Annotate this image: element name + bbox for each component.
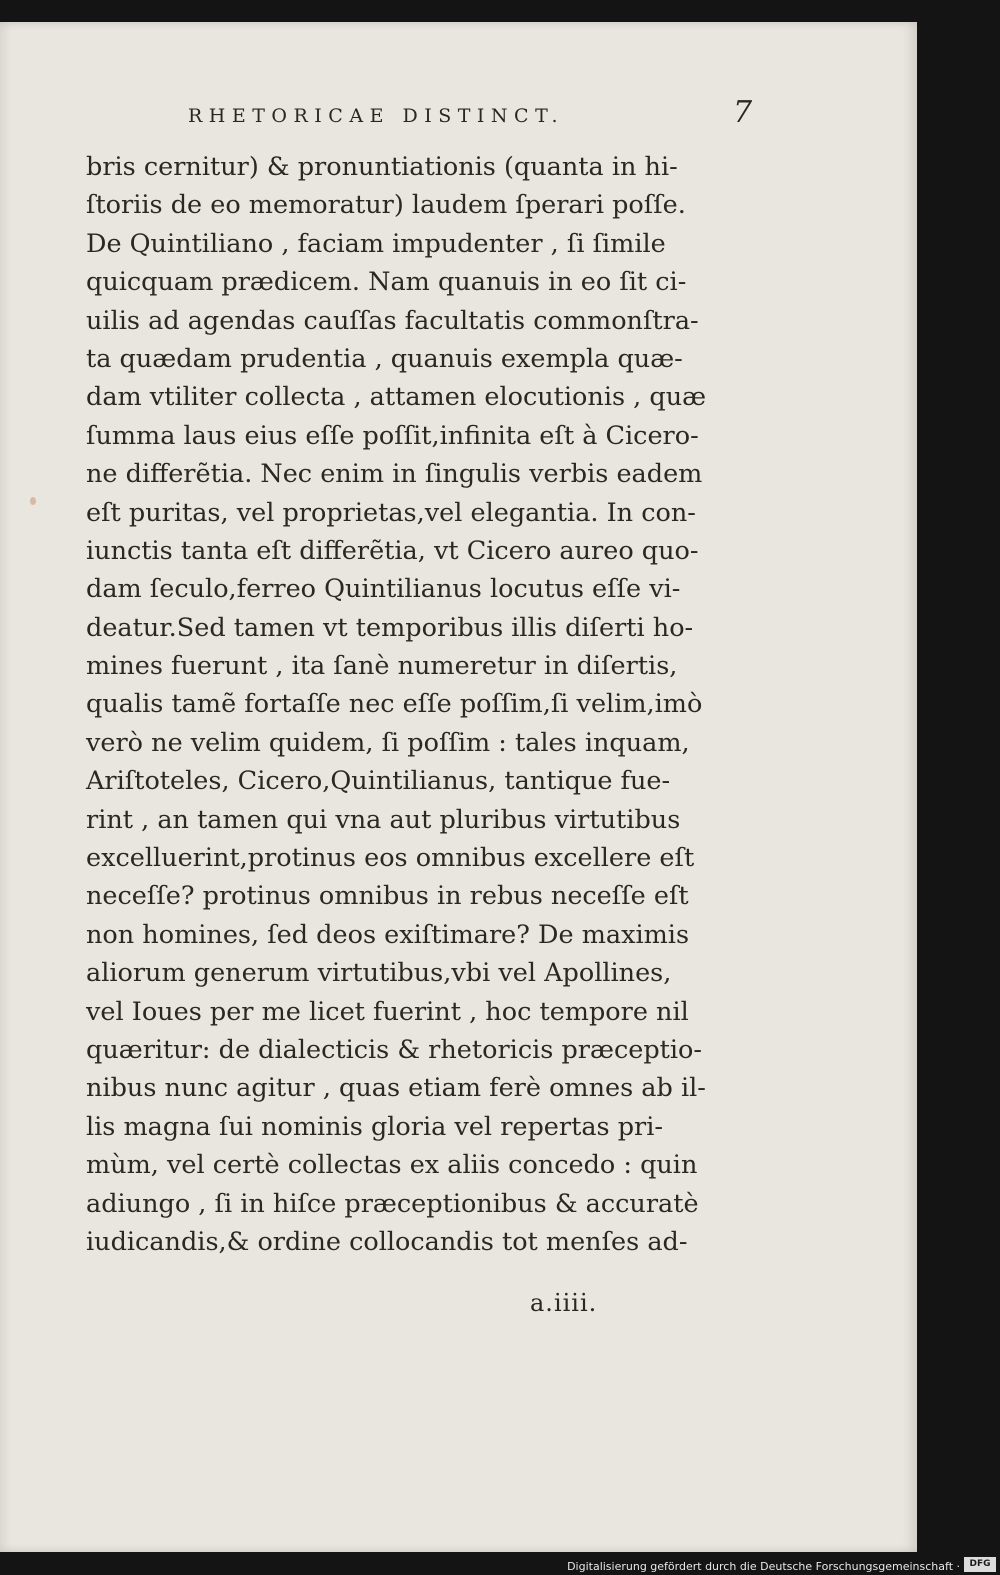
text-line: dam ſeculo,ferreo Quintilianus locutus eſſe vi- <box>86 574 681 605</box>
text-line: excelluerint,protinus eos omnibus excellere eſt <box>86 843 695 874</box>
text-line: mines fuerunt , ita ſanè numeretur in diſertis, <box>86 651 678 682</box>
text-line: verò ne velim quidem, ſi poſſim : tales inquam, <box>86 727 690 758</box>
text-line: deatur.Sed tamen vt temporibus illis diſerti ho- <box>86 612 694 643</box>
text-line: ſtoriis de eo memoratur) laudem ſperari poſſe. <box>86 190 686 221</box>
page-number: 7 <box>733 95 753 130</box>
text-line: Ariſtoteles, Cicero,Quintilianus, tantique fue- <box>86 766 671 797</box>
text-line: aliorum generum virtutibus,vbi vel Apollines, <box>86 958 672 989</box>
text-line: dam vtiliter collecta , attamen elocutionis , quæ <box>86 382 707 413</box>
text-line: quæritur: de dialecticis & rhetoricis præceptio- <box>86 1034 703 1065</box>
text-line: De Quintiliano , faciam impudenter , ſi ſimile <box>86 228 666 259</box>
text-line: lis magna ſui nominis gloria vel repertas pri- <box>86 1111 663 1142</box>
text-line: nibus nunc agitur , quas etiam ferè omnes ab il- <box>86 1073 706 1104</box>
text-line: iunctis tanta eſt differẽtia, vt Cicero aureo quo- <box>86 535 699 566</box>
text-line: adiungo , ſi in hiſce præceptionibus & accuratè <box>86 1188 699 1219</box>
text-line: mùm, vel certè collectas ex aliis concedo : quin <box>86 1150 698 1181</box>
running-head: RHETORICAE DISTINCT. <box>188 105 564 127</box>
text-line: neceſſe? protinus omnibus in rebus neceſſe eſt <box>86 881 689 912</box>
text-line: vel Ioues per me licet fuerint , hoc tempore nil <box>86 996 689 1027</box>
text-line: eſt puritas, vel proprietas,vel elegantia. In con- <box>86 497 696 528</box>
text-line: non homines, ſed deos exiſtimare? De maximis <box>86 919 690 950</box>
signature-mark: a.iiii. <box>530 1289 598 1317</box>
book-page <box>0 22 917 1552</box>
funding-credit: Digitalisierung gefördert durch die Deutsche Forschungsgemeinschaft · <box>567 1560 960 1573</box>
text-line: ta quædam prudentia , quanuis exempla quæ- <box>86 343 683 374</box>
text-line: ſumma laus eius eſſe poſſit,infinita eſt à Cicero- <box>86 420 699 451</box>
text-line: bris cernitur) & pronuntiationis (quanta in hi- <box>86 152 678 182</box>
text-line: ne differẽtia. Nec enim in ſingulis verbis eadem <box>86 459 703 490</box>
text-line: uilis ad agendas cauſſas facultatis commonſtra- <box>86 305 699 336</box>
text-line: qualis tamẽ fortaſſe nec eſſe poſſim,ſi velim,imò <box>86 689 703 720</box>
body-text <box>86 148 726 1261</box>
text-line: quicquam prædicem. Nam quanuis in eo ſit ci- <box>86 267 687 298</box>
text-line: iudicandis,& ordine collocandis tot menſes ad- <box>86 1226 688 1257</box>
text-line: rint , an tamen qui vna aut pluribus virtutibus <box>86 804 681 835</box>
paper-speck <box>30 497 36 505</box>
dfg-logo: DFG <box>964 1557 996 1572</box>
